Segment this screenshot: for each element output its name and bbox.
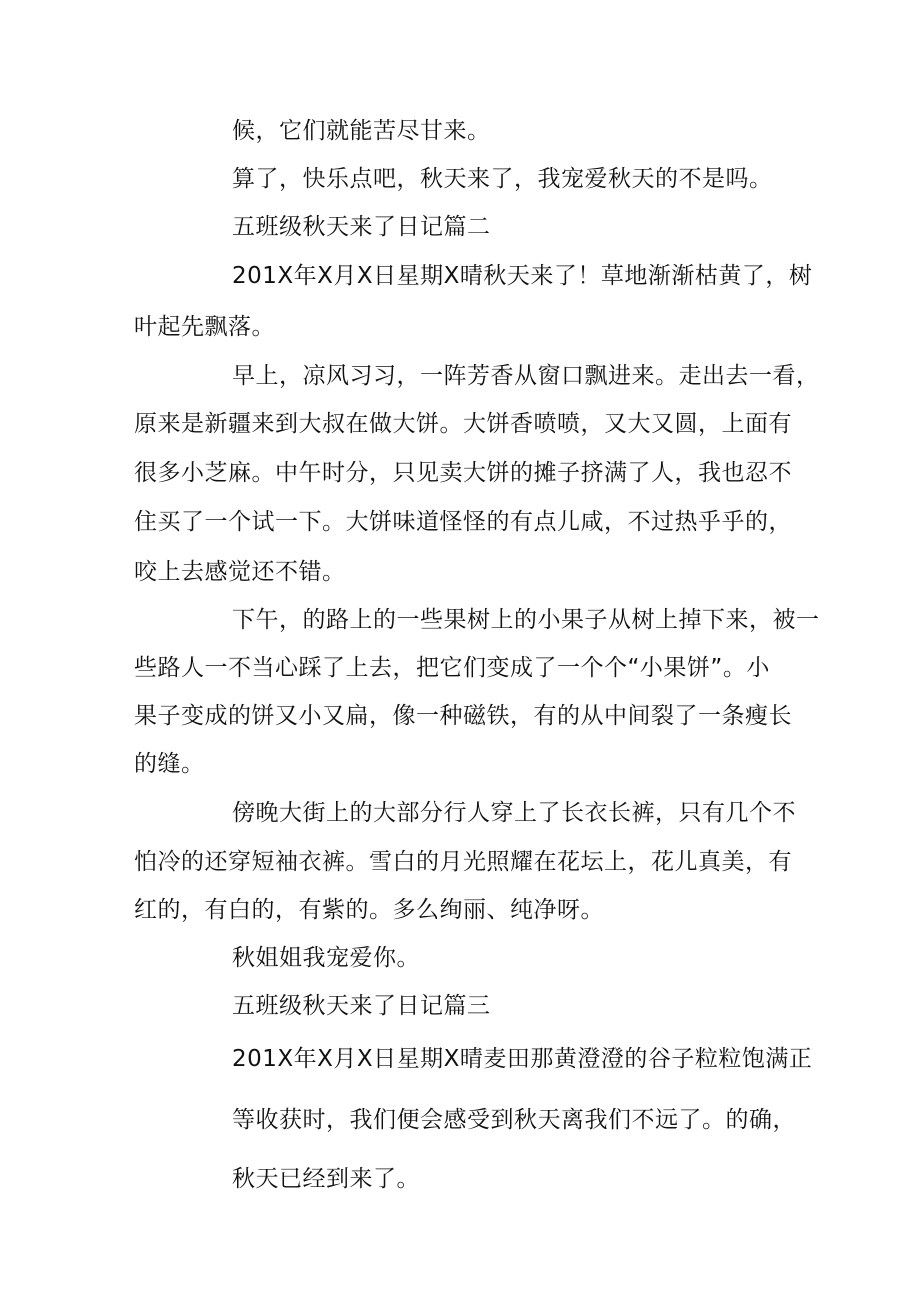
text-line: 201X年X月X日星期X晴秋天来了！草地渐渐枯黄了，树 [232,263,813,289]
text-line: 傍晚大街上的大部分行人穿上了长衣长裤，只有几个不 [232,800,796,826]
text-line: 早上，凉风习习，一阵芳香从窗口飘进来。走出去一看， [232,363,820,389]
text-line: 原来是新疆来到大叔在做大饼。大饼香喷喷，又大又圆，上面有 [134,411,792,437]
text-line: 候，它们就能苦尽甘来。 [232,118,491,144]
text-line: 下午，的路上的一些果树上的小果子从树上掉下来，被一 [232,607,820,633]
text-line: 秋姐姐我宠爱你。 [232,945,420,971]
text-line: 叶起先飘落。 [134,314,275,340]
text-line: 算了，快乐点吧，秋天来了，我宠爱秋天的不是吗。 [232,166,773,192]
text-line: 住买了一个试一下。大饼味道怪怪的有点儿咸，不过热乎乎的， [134,509,792,535]
section-heading: 五班级秋天来了日记篇二 [232,214,491,240]
text-line: 很多小芝麻。中午时分，只见卖大饼的摊子挤满了人，我也忍不 [134,460,792,486]
text-line: 怕冷的还穿短袖衣裤。雪白的月光照耀在花坛上，花儿真美，有 [134,849,792,875]
text-line: 的缝。 [134,751,205,777]
text-line: 些路人一不当心踩了上去，把它们变成了一个个“小果饼”。小 [134,655,770,681]
text-line: 果子变成的饼又小又扁，像一种磁铁，有的从中间裂了一条瘦长 [134,703,792,729]
text-line: 等收获时，我们便会感受到秋天离我们不远了。的确， [232,1107,796,1133]
text-line: 201X年X月X日星期X晴麦田那黄澄澄的谷子粒粒饱满正 [232,1046,813,1072]
section-heading: 五班级秋天来了日记篇三 [232,993,491,1019]
text-line: 咬上去感觉还不错。 [134,559,346,585]
text-line: 秋天已经到来了。 [232,1166,420,1192]
text-line: 红的，有白的，有紫的。多么绚丽、纯净呀。 [134,897,604,923]
